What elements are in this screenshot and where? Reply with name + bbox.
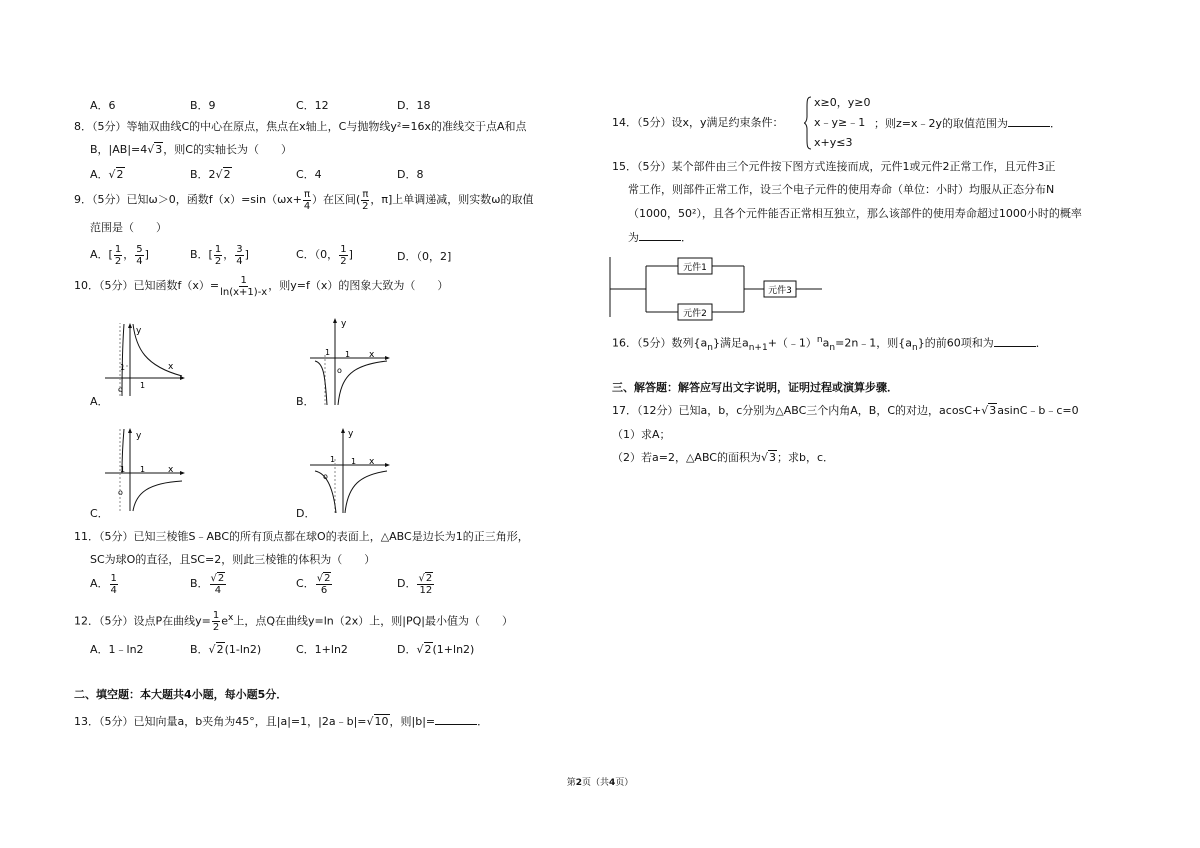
svg-text:o: o [118,385,123,394]
q15-circuit-diagram [608,252,828,324]
q7-option-b: B．9 [190,99,216,112]
q7-option-d: D．18 [397,99,431,112]
svg-text:1: 1 [140,465,146,474]
q10-graph-b [305,313,395,408]
q10-graph-d [305,423,395,515]
q12-option-c: C．1+ln2 [296,643,348,656]
q14-constraint-2: x﹣y≥﹣1 [814,116,866,129]
q12-stem: 12．（5分）设点P在曲线y= $\frac{1}{2}$ $e^x$上，点Q在曲线y=ln（2x）上，则|PQ|最小值为（ ） [74,610,513,634]
q14-constraint-3: x+y≤3 [814,136,853,149]
svg-text:1: 1 [351,457,357,466]
q10-label-a: A． [90,395,109,408]
q9-stem-line2: 范围是（ ） [90,221,167,234]
q14-constraint-1: x≥0，y≥0 [814,96,871,109]
q8-option-c: C．4 [296,168,322,181]
q7-option-c: C．12 [296,99,329,112]
q11-stem-line1: 11．（5分）已知三棱锥S﹣ABC的所有顶点都在球O的表面上，△ABC是边长为1的正三角形， [74,530,529,543]
svg-text:x: x [168,465,174,475]
q10-label-b: B． [296,395,315,408]
q8-option-d: D．8 [397,168,424,181]
svg-text:o: o [323,472,328,481]
svg-text:元件3: 元件3 [768,286,792,296]
svg-text:y: y [348,429,354,439]
q13-stem: 13．（5分）已知向量a，b夹角为45°，且|a|=1，|2a﹣b|=√10，则|b|= ． [74,715,489,728]
q7-option-a: A．6 [90,99,116,112]
q13-answer-blank[interactable] [435,714,477,725]
svg-text:1: 1 [120,465,126,474]
q9-option-b: B．[ $\frac{1}{2}$ ， $\frac{3}{4}$ ] [190,243,249,267]
section-3-heading: 三、解答题：解答应写出文字说明，证明过程或演算步骤． [612,381,898,394]
svg-text:元件2: 元件2 [683,309,707,319]
svg-text:o: o [337,366,342,375]
q15-answer-blank[interactable] [639,230,681,241]
svg-text:元件1: 元件1 [683,263,707,273]
q11-stem-line2: SC为球O的直径，且SC=2，则此三棱锥的体积为（ ） [90,553,376,566]
q10-graph-c [100,423,190,515]
svg-text:x: x [369,457,375,467]
q8-stem-line2: B，|AB|=4√3，则C的实轴长为（ ） [90,143,292,156]
q16-stem: 16．（5分）数列$\{a_n\}$满足$a_{n+1}+(﹣1)^na_n=2n﹣1$，则$\{a_n\}$的前60项和为 ． [612,335,1047,353]
q17-part-1: （1）求A； [612,428,671,441]
q11-option-d: D． $\frac{√2}{12}$ [397,572,433,596]
q8-option-b: B．2√2 [190,168,231,181]
q9-option-a: A．[ $\frac{1}{2}$ ， $\frac{5}{4}$ ] [90,243,149,267]
q17-stem: 17．（12分）已知a，b，c分别为△ABC三个内角A，B，C的对边，acosC+√3asinC﹣b﹣c=0 [612,404,1079,417]
q10-stem: 10．（5分）已知函数f（x）= $\frac{1}{\ln(x+1)-x}$ ，则y=f（x）的图象大致为（ ） [74,274,449,298]
svg-text:1: 1 [325,348,331,357]
q10-graph-a [100,318,190,398]
q16-answer-blank[interactable] [994,336,1036,347]
svg-text:x: x [369,350,375,360]
svg-text:1: 1 [330,455,336,464]
svg-text:y: y [136,326,142,336]
q12-option-b: B．√2(1-ln2) [190,643,262,656]
q11-option-b: B． $\frac{√2}{4}$ [190,572,225,596]
q10-label-d: D． [296,507,316,520]
section-2-heading: 二、填空题：本大题共4小题，每小题5分． [74,688,288,701]
svg-text:y: y [341,319,347,329]
svg-text:1: 1 [140,381,146,390]
q14-answer-blank[interactable] [1008,116,1050,127]
q14-stem-post: ；则z=x﹣2y的取值范围为 ． [874,117,1062,130]
q8-option-a: A．√2 [90,168,124,181]
svg-text:o: o [118,488,123,497]
q14-stem-pre: 14．（5分）设x，y满足约束条件： [612,116,784,129]
q15-stem-line4: 为 ． [628,231,692,244]
q15-stem-line1: 15．（5分）某个部件由三个元件按下图方式连接而成，元件1或元件2正常工作，且元件3正 [612,160,1056,173]
svg-text:1: 1 [345,350,351,359]
q12-option-a: A．1﹣ln2 [90,643,144,656]
q9-stem-line1: 9．（5分）已知ω＞0，函数f（x）=sin（ωx+ $\frac{\pi}{4}$ ）在区间( $\frac{\pi}{2}$ ，π]上单调递减，则实数ω的取值 [74,188,534,212]
q17-part-2: （2）若a=2，△ABC的面积为√3；求b，c． [612,451,835,464]
q11-option-a: A． $\frac{1}{4}$ [90,572,117,596]
q11-option-c: C． $\frac{√2}{6}$ [296,572,331,596]
q10-label-c: C． [90,507,109,520]
q9-option-c: C．（0， $\frac{1}{2}$ ] [296,243,353,267]
svg-text:x: x [168,362,174,372]
svg-text:y: y [136,431,142,441]
q15-stem-line3: （1000，50²），且各个元件能否正常相互独立，那么该部件的使用寿命超过1000小时的概率 [628,207,1082,220]
q9-option-d: D．（0，2] [397,250,452,263]
svg-text:1: 1 [120,363,126,372]
q14-system-brace [803,95,813,151]
q15-stem-line2: 常工作，则部件正常工作，设三个电子元件的使用寿命（单位：小时）均服从正态分布N [628,183,1055,196]
q8-stem-line1: 8．（5分）等轴双曲线C的中心在原点，焦点在x轴上，C与抛物线y²=16x的准线交于点A和点 [74,120,527,133]
q12-option-d: D．√2(1+ln2) [397,643,475,656]
page-footer: 第2页（共4页） [566,778,634,788]
